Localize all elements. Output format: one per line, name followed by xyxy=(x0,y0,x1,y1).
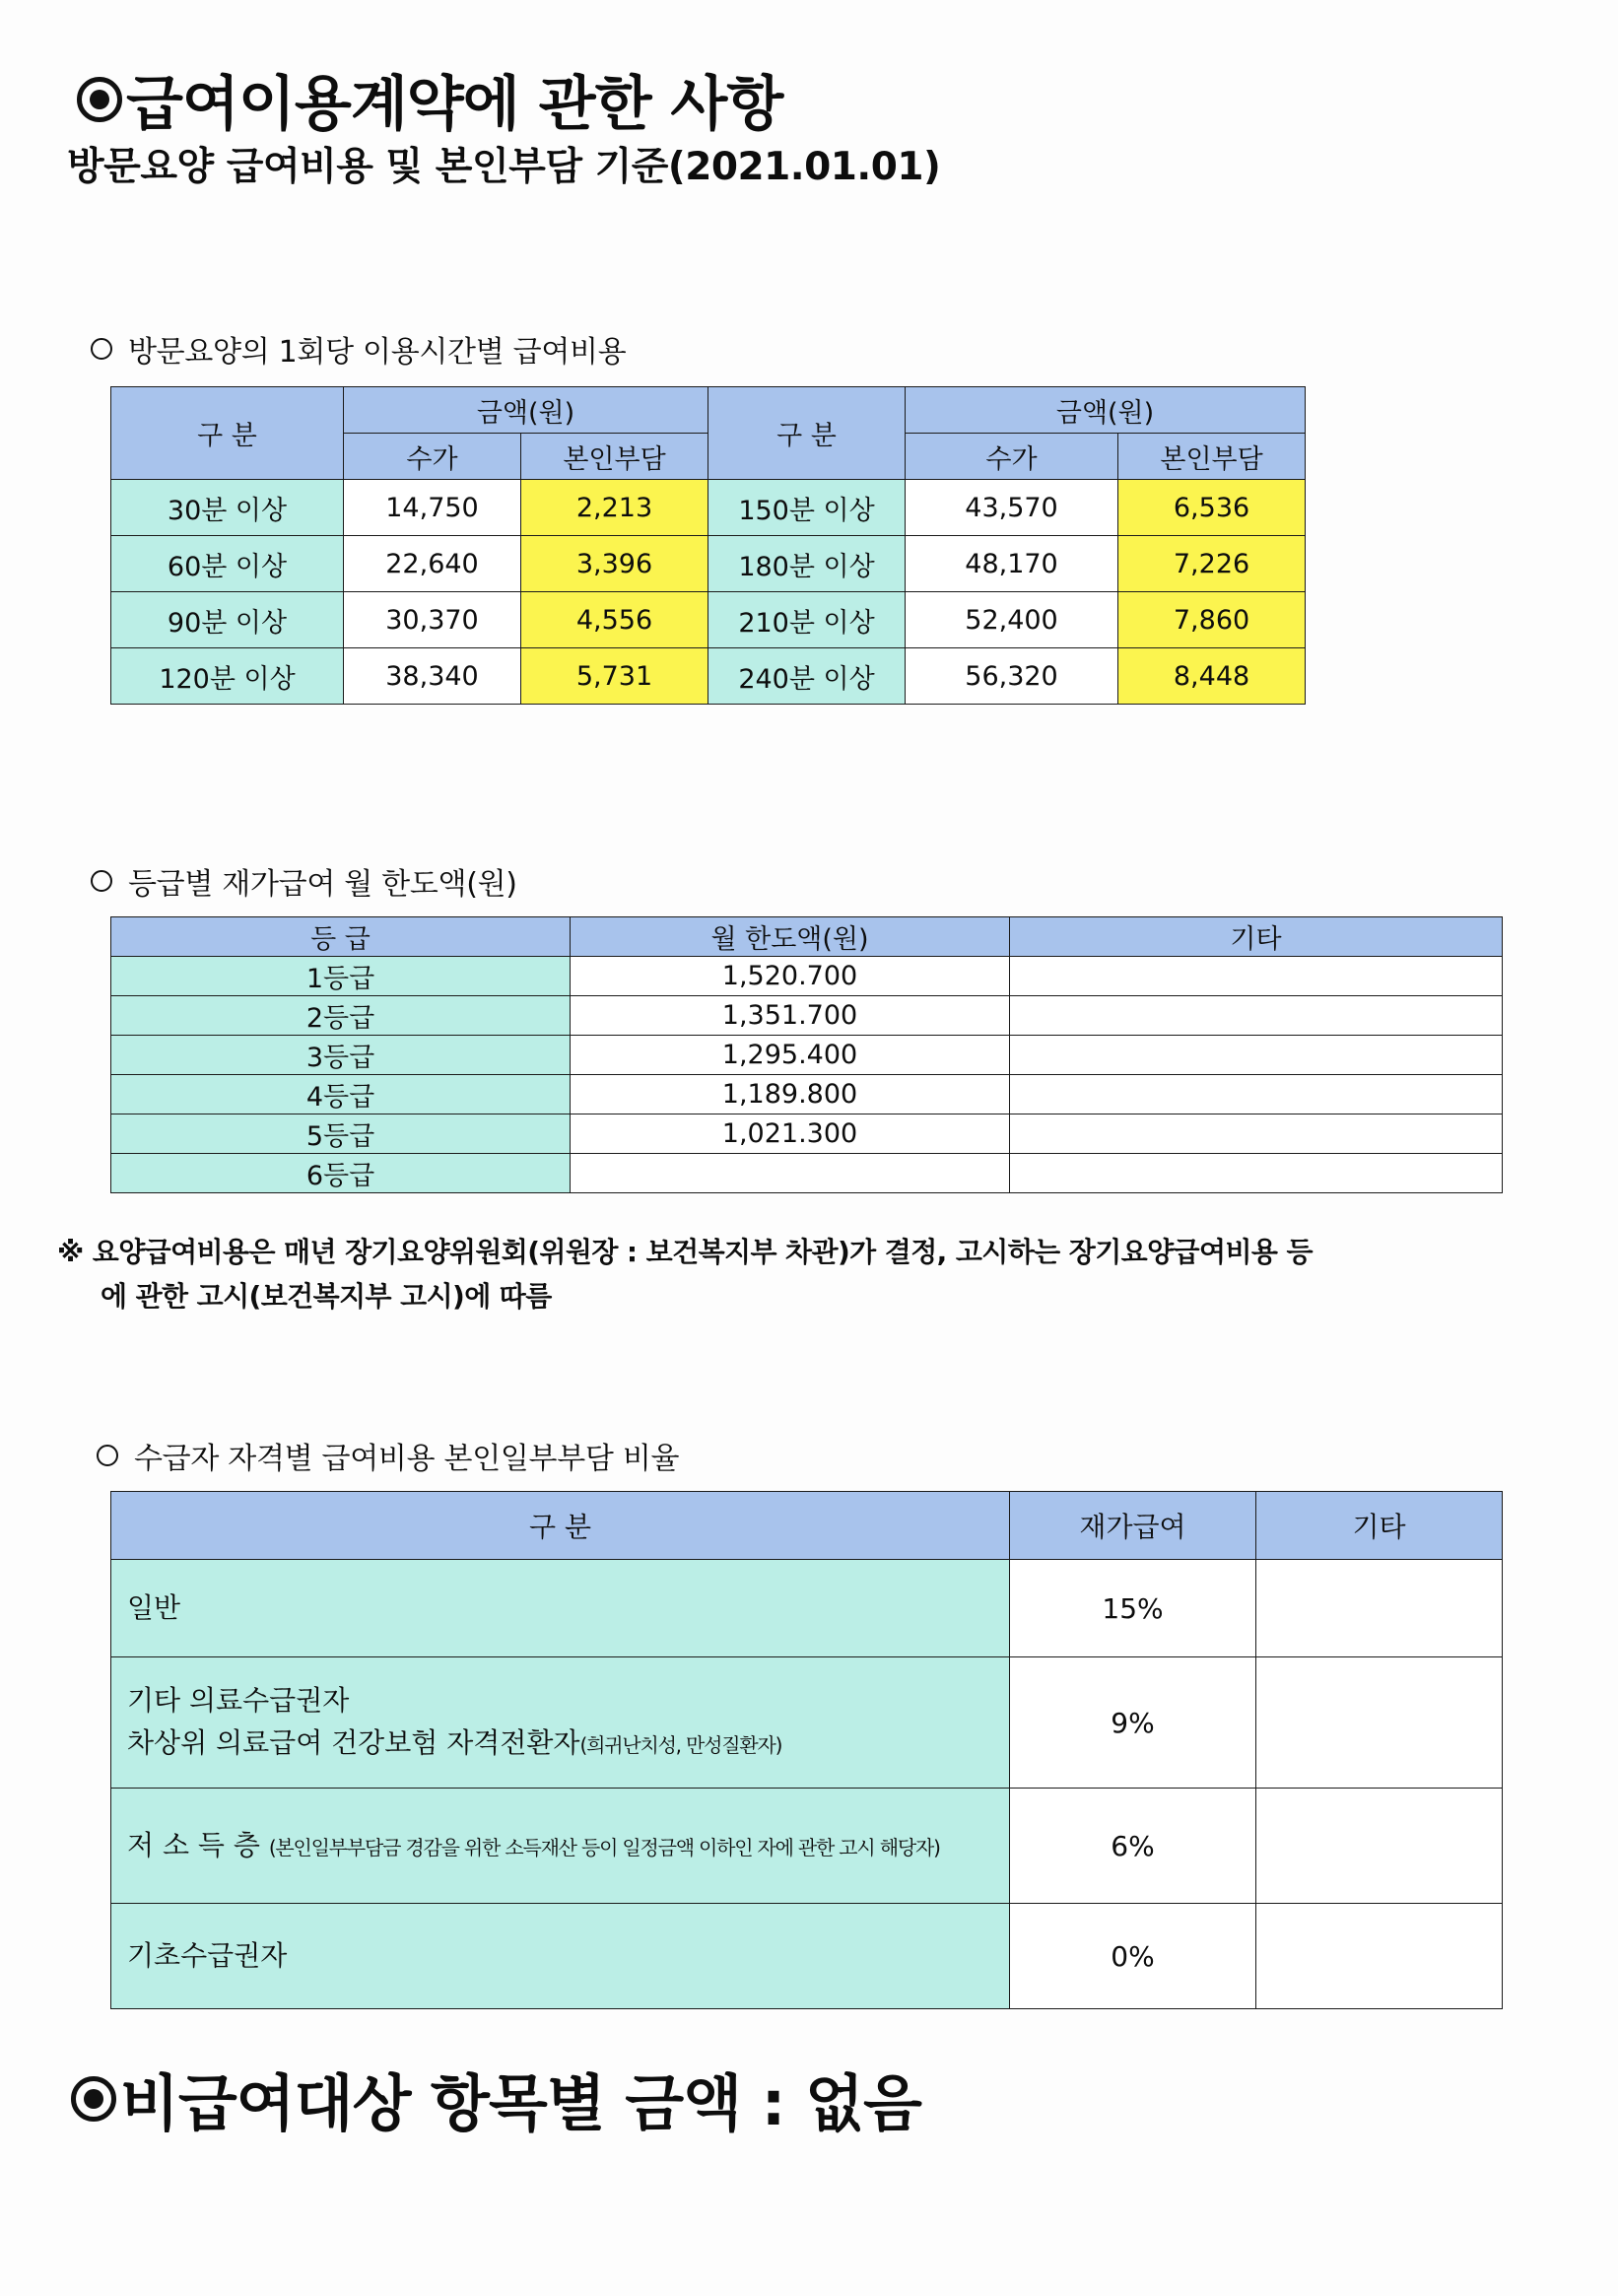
t3-cell-etc xyxy=(1256,1560,1503,1657)
t2-header-grade: 등 급 xyxy=(111,917,571,957)
bottom-title-text: 비급여대상 항목별 금액 : 없음 xyxy=(120,2067,921,2139)
t2-cell-limit xyxy=(571,1154,1010,1193)
table-row xyxy=(111,1075,1503,1114)
t2-cell-etc xyxy=(1010,1036,1503,1075)
section-label-grade-monthly-limit xyxy=(91,859,517,903)
t1-cell-gubun: 240분 이상 xyxy=(708,648,906,705)
t2-cell-grade: 1등급 xyxy=(111,957,571,996)
t1-header-selfpay-right: 본인부담 xyxy=(1118,434,1306,480)
t2-cell-grade: 4등급 xyxy=(111,1075,571,1114)
bottom-title xyxy=(71,2055,921,2142)
t3-rowlabel-low-income xyxy=(111,1789,1010,1904)
t1-cell-gubun: 120분 이상 xyxy=(111,648,344,705)
t1-cell-selfpay: 4,556 xyxy=(521,592,708,648)
bullseye-icon xyxy=(71,2076,116,2122)
footnote-care-fee-notice xyxy=(57,1230,1555,1319)
table-row xyxy=(111,1789,1503,1904)
t3-rowlabel-sub-wrap xyxy=(127,1722,1009,1765)
main-title-text: 급여이용계약에 관한 사항 xyxy=(126,70,783,139)
t2-cell-etc xyxy=(1010,1114,1503,1154)
t3-rowlabel-note: (본인일부부담금 경감을 위한 소득재산 등이 일정금액 이하인 자에 관한 고시 해당자) xyxy=(268,1835,940,1859)
table-row xyxy=(111,1036,1503,1075)
t3-rowlabel-basic-recipient xyxy=(111,1904,1010,2009)
t1-cell-gubun: 150분 이상 xyxy=(708,480,906,536)
t2-cell-grade: 3등급 xyxy=(111,1036,571,1075)
t1-header-amount-left: 금액(원) xyxy=(344,387,708,434)
table-row xyxy=(111,536,1503,592)
t1-header-amount-right: 금액(원) xyxy=(906,387,1306,434)
footnote-line-2: 에 관한 고시(보건복지부 고시)에 따름 xyxy=(101,1280,552,1314)
t1-header-suga-right: 수가 xyxy=(906,434,1118,480)
t3-rowlabel-main: 저 소 득 층 xyxy=(127,1828,260,1861)
t1-cell-selfpay: 8,448 xyxy=(1118,648,1306,705)
t1-header-gubun-right: 구 분 xyxy=(708,387,906,480)
table-row xyxy=(111,1560,1503,1657)
t2-cell-grade: 2등급 xyxy=(111,996,571,1036)
t1-cell-suga: 14,750 xyxy=(344,480,521,536)
t1-cell-gubun: 180분 이상 xyxy=(708,536,906,592)
t3-rowlabel-note: (희귀난치성, 만성질환자) xyxy=(579,1733,782,1757)
t1-cell-suga: 52,400 xyxy=(906,592,1118,648)
t1-cell-suga: 56,320 xyxy=(906,648,1118,705)
t1-cell-selfpay: 7,226 xyxy=(1118,536,1306,592)
table-row xyxy=(111,917,1503,957)
t3-cell-home-care: 0% xyxy=(1010,1904,1256,2009)
t2-cell-limit: 1,021.300 xyxy=(571,1114,1010,1154)
t1-header-gubun-left: 구 분 xyxy=(111,387,344,480)
t1-cell-selfpay: 3,396 xyxy=(521,536,708,592)
table-row xyxy=(111,592,1503,648)
table-row xyxy=(111,1657,1503,1789)
t1-cell-gubun: 90분 이상 xyxy=(111,592,344,648)
sub-title: 방문요양 급여비용 및 본인부담 기준(2021.01.01) xyxy=(67,145,941,189)
table-row xyxy=(111,387,1503,434)
t1-cell-selfpay: 2,213 xyxy=(521,480,708,536)
t1-cell-suga: 43,570 xyxy=(906,480,1118,536)
table-self-pay-ratio xyxy=(110,1491,1503,2009)
t3-header-gubun: 구 분 xyxy=(111,1492,1010,1560)
t1-cell-selfpay: 6,536 xyxy=(1118,480,1306,536)
section-label-visit-care-fees xyxy=(91,327,626,371)
t2-cell-etc xyxy=(1010,1154,1503,1193)
circle-bullet-icon xyxy=(91,870,112,892)
table-row xyxy=(111,1154,1503,1193)
t3-cell-home-care: 9% xyxy=(1010,1657,1256,1789)
t2-cell-etc xyxy=(1010,1075,1503,1114)
bullseye-icon xyxy=(77,77,122,122)
table-row xyxy=(111,996,1503,1036)
section2-label-text: 등급별 재가급여 월 한도액(원) xyxy=(128,867,517,902)
t1-cell-gubun: 210분 이상 xyxy=(708,592,906,648)
table-row xyxy=(111,1492,1503,1560)
t3-cell-etc xyxy=(1256,1789,1503,1904)
t3-header-home-care: 재가급여 xyxy=(1010,1492,1256,1560)
t1-header-suga-left: 수가 xyxy=(344,434,521,480)
t1-cell-suga: 48,170 xyxy=(906,536,1118,592)
t1-cell-suga: 30,370 xyxy=(344,592,521,648)
t2-header-monthly-limit: 월 한도액(원) xyxy=(571,917,1010,957)
table-row xyxy=(111,1114,1503,1154)
t3-cell-home-care: 15% xyxy=(1010,1560,1256,1657)
table-visit-care-fees xyxy=(110,386,1503,705)
t3-rowlabel-sub: 차상위 의료급여 건강보험 자격전환자 xyxy=(127,1726,580,1759)
t3-rowlabel-main: 기타 의료수급권자 xyxy=(127,1684,350,1718)
section-label-self-pay-ratio xyxy=(97,1434,679,1477)
t3-rowlabel-main: 기초수급권자 xyxy=(127,1938,288,1972)
circle-bullet-icon xyxy=(97,1445,118,1466)
table-row xyxy=(111,1904,1503,2009)
t3-cell-etc xyxy=(1256,1904,1503,2009)
t2-cell-grade: 5등급 xyxy=(111,1114,571,1154)
t1-cell-selfpay: 5,731 xyxy=(521,648,708,705)
circle-bullet-icon xyxy=(91,338,112,360)
t3-rowlabel-other-medical xyxy=(111,1657,1010,1789)
t2-cell-etc xyxy=(1010,996,1503,1036)
t3-header-etc: 기타 xyxy=(1256,1492,1503,1560)
t2-cell-limit: 1,295.400 xyxy=(571,1036,1010,1075)
t1-cell-gubun: 60분 이상 xyxy=(111,536,344,592)
t2-cell-limit: 1,351.700 xyxy=(571,996,1010,1036)
t1-header-selfpay-left: 본인부담 xyxy=(521,434,708,480)
t3-rowlabel-general xyxy=(111,1560,1010,1657)
table-row xyxy=(111,957,1503,996)
section3-label-text: 수급자 자격별 급여비용 본인일부부담 비율 xyxy=(134,1442,680,1476)
table-row xyxy=(111,648,1503,705)
footnote-line-1: ※ 요양급여비용은 매년 장기요양위원회(위원장 : 보건복지부 차관)가 결정, 고시하는 장기요양급여비용 등 xyxy=(57,1236,1313,1268)
t1-cell-gubun: 30분 이상 xyxy=(111,480,344,536)
t2-cell-limit: 1,520.700 xyxy=(571,957,1010,996)
section1-label-text: 방문요양의 1회당 이용시간별 급여비용 xyxy=(128,335,627,370)
t3-cell-home-care: 6% xyxy=(1010,1789,1256,1904)
t3-cell-etc xyxy=(1256,1657,1503,1789)
t1-cell-selfpay: 7,860 xyxy=(1118,592,1306,648)
t2-cell-limit: 1,189.800 xyxy=(571,1075,1010,1114)
t2-header-etc: 기타 xyxy=(1010,917,1503,957)
main-title xyxy=(77,57,782,142)
table-row xyxy=(111,480,1503,536)
t2-cell-grade: 6등급 xyxy=(111,1154,571,1193)
table-grade-monthly-limit xyxy=(110,916,1503,1193)
t1-cell-suga: 38,340 xyxy=(344,648,521,705)
t1-cell-suga: 22,640 xyxy=(344,536,521,592)
t2-cell-etc xyxy=(1010,957,1503,996)
t3-rowlabel-main: 일반 xyxy=(127,1590,181,1624)
